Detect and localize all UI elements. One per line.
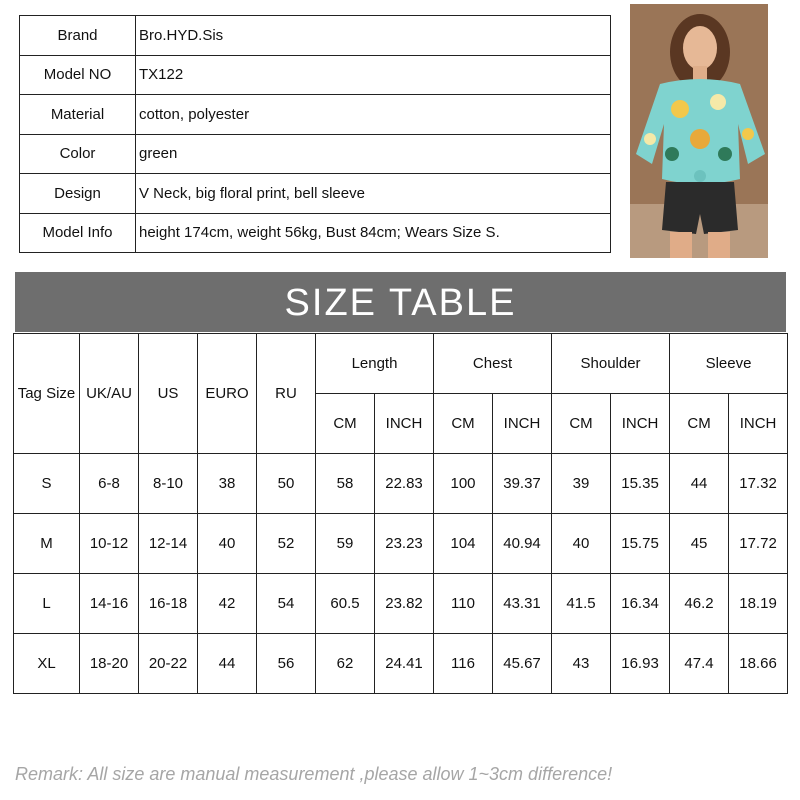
cell-ru: 54: [257, 574, 316, 634]
header-uk-au: UK/AU: [80, 334, 139, 454]
size-header-row: [14, 334, 788, 394]
header-shoulder: Shoulder: [552, 334, 670, 394]
header-length: Length: [316, 334, 434, 394]
unit-cm: CM: [316, 394, 375, 454]
header-ru: RU: [257, 334, 316, 454]
info-label: Model NO: [20, 55, 136, 95]
product-info-table: [19, 15, 611, 253]
cell-shoulder-inch: 15.75: [611, 514, 670, 574]
cell-length-inch: 24.41: [375, 634, 434, 694]
info-row-design: [20, 174, 611, 214]
cell-sleeve-cm: 44: [670, 454, 729, 514]
size-row: [14, 454, 788, 514]
info-value: TX122: [136, 55, 611, 95]
model-photo: [630, 4, 768, 258]
header-us: US: [139, 334, 198, 454]
info-value: cotton, polyester: [136, 95, 611, 135]
cell-chest-inch: 45.67: [493, 634, 552, 694]
cell-sleeve-cm: 47.4: [670, 634, 729, 694]
unit-inch: INCH: [611, 394, 670, 454]
cell-sleeve-inch: 18.66: [729, 634, 788, 694]
cell-chest-cm: 110: [434, 574, 493, 634]
info-row-model-info: [20, 213, 611, 253]
info-row-material: [20, 95, 611, 135]
cell-shoulder-cm: 40: [552, 514, 611, 574]
cell-length-inch: 22.83: [375, 454, 434, 514]
unit-cm: CM: [552, 394, 611, 454]
cell-length-inch: 23.23: [375, 514, 434, 574]
cell-us: 20-22: [139, 634, 198, 694]
cell-shoulder-inch: 16.93: [611, 634, 670, 694]
header-chest: Chest: [434, 334, 552, 394]
size-table-title: SIZE TABLE: [15, 272, 786, 332]
header-sleeve: Sleeve: [670, 334, 788, 394]
cell-ru: 52: [257, 514, 316, 574]
unit-inch: INCH: [729, 394, 788, 454]
info-value: V Neck, big floral print, bell sleeve: [136, 174, 611, 214]
cell-tag-size: M: [14, 514, 80, 574]
cell-chest-cm: 104: [434, 514, 493, 574]
size-table-body: [14, 454, 788, 694]
info-label: Design: [20, 174, 136, 214]
cell-us: 12-14: [139, 514, 198, 574]
size-row: [14, 574, 788, 634]
cell-uk-au: 18-20: [80, 634, 139, 694]
cell-chest-cm: 100: [434, 454, 493, 514]
info-row-color: [20, 134, 611, 174]
cell-shoulder-cm: 39: [552, 454, 611, 514]
cell-sleeve-inch: 17.72: [729, 514, 788, 574]
size-table: [13, 333, 788, 694]
cell-chest-inch: 43.31: [493, 574, 552, 634]
unit-inch: INCH: [493, 394, 552, 454]
cell-tag-size: L: [14, 574, 80, 634]
unit-cm: CM: [434, 394, 493, 454]
cell-chest-cm: 116: [434, 634, 493, 694]
cell-euro: 38: [198, 454, 257, 514]
cell-us: 16-18: [139, 574, 198, 634]
cell-uk-au: 6-8: [80, 454, 139, 514]
cell-shoulder-cm: 43: [552, 634, 611, 694]
info-row-brand: [20, 16, 611, 56]
cell-ru: 50: [257, 454, 316, 514]
cell-shoulder-inch: 16.34: [611, 574, 670, 634]
info-label: Model Info: [20, 213, 136, 253]
info-value: height 174cm, weight 56kg, Bust 84cm; Wears Size S.: [136, 213, 611, 253]
cell-sleeve-inch: 17.32: [729, 454, 788, 514]
info-label: Brand: [20, 16, 136, 56]
info-value: green: [136, 134, 611, 174]
cell-tag-size: XL: [14, 634, 80, 694]
info-row-model-no: [20, 55, 611, 95]
model-illustration: [630, 4, 768, 258]
cell-sleeve-cm: 45: [670, 514, 729, 574]
cell-shoulder-inch: 15.35: [611, 454, 670, 514]
size-row: [14, 514, 788, 574]
size-row: [14, 634, 788, 694]
cell-shoulder-cm: 41.5: [552, 574, 611, 634]
header-tag-size: Tag Size: [14, 334, 80, 454]
cell-length-cm: 59: [316, 514, 375, 574]
cell-length-cm: 60.5: [316, 574, 375, 634]
cell-euro: 40: [198, 514, 257, 574]
cell-us: 8-10: [139, 454, 198, 514]
unit-inch: INCH: [375, 394, 434, 454]
cell-uk-au: 10-12: [80, 514, 139, 574]
info-label: Material: [20, 95, 136, 135]
cell-uk-au: 14-16: [80, 574, 139, 634]
cell-chest-inch: 39.37: [493, 454, 552, 514]
cell-length-cm: 58: [316, 454, 375, 514]
cell-tag-size: S: [14, 454, 80, 514]
cell-ru: 56: [257, 634, 316, 694]
cell-euro: 42: [198, 574, 257, 634]
cell-chest-inch: 40.94: [493, 514, 552, 574]
unit-cm: CM: [670, 394, 729, 454]
info-value: Bro.HYD.Sis: [136, 16, 611, 56]
header-euro: EURO: [198, 334, 257, 454]
info-label: Color: [20, 134, 136, 174]
cell-sleeve-cm: 46.2: [670, 574, 729, 634]
cell-euro: 44: [198, 634, 257, 694]
cell-sleeve-inch: 18.19: [729, 574, 788, 634]
cell-length-inch: 23.82: [375, 574, 434, 634]
cell-length-cm: 62: [316, 634, 375, 694]
remark-note: Remark: All size are manual measurement ,please allow 1~3cm difference!: [15, 764, 613, 784]
